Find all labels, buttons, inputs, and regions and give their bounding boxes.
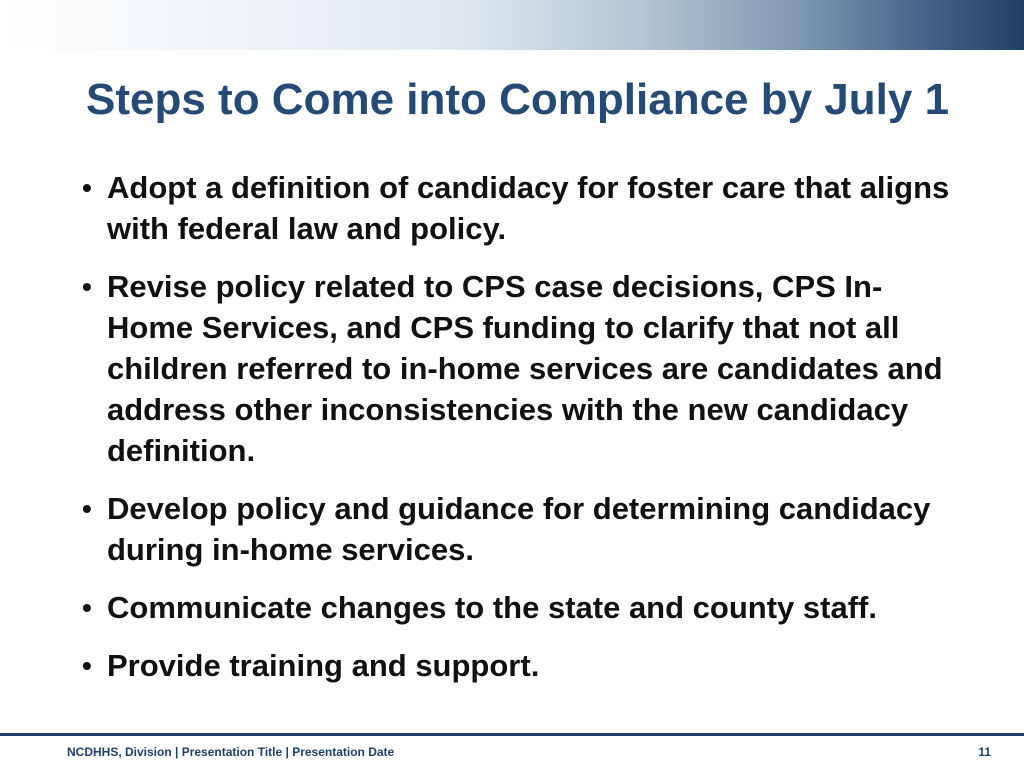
bullet-dot-icon: • bbox=[82, 172, 92, 203]
bullet-dot-icon: • bbox=[82, 592, 92, 623]
bullet-text: Adopt a definition of candidacy for foster care that aligns with federal law and policy. bbox=[107, 170, 950, 246]
footer-text: NCDHHS, Division | Presentation Title | Presentation Date bbox=[67, 745, 395, 759]
bullet-list bbox=[82, 167, 962, 703]
bullet-text: Provide training and support. bbox=[107, 648, 540, 683]
header-gradient-band bbox=[0, 0, 1024, 50]
bullet-item bbox=[82, 266, 962, 471]
footer-divider bbox=[0, 733, 1024, 736]
bullet-dot-icon: • bbox=[82, 271, 92, 302]
page-number: 11 bbox=[978, 745, 991, 759]
bullet-item bbox=[82, 488, 962, 570]
bullet-text: Revise policy related to CPS case decisions, CPS In-Home Services, and CPS funding to clarify that not all children referred to in-home services are candidates and address other inconsistencies with the new candidacy definition. bbox=[107, 269, 943, 468]
slide-title: Steps to Come into Compliance by July 1 bbox=[86, 75, 950, 124]
bullet-text: Develop policy and guidance for determining candidacy during in-home services. bbox=[107, 491, 931, 567]
bullet-dot-icon: • bbox=[82, 650, 92, 681]
bullet-dot-icon: • bbox=[82, 493, 92, 524]
bullet-text: Communicate changes to the state and county staff. bbox=[107, 590, 877, 625]
bullet-item bbox=[82, 645, 962, 686]
bullet-item bbox=[82, 167, 962, 249]
bullet-item bbox=[82, 587, 962, 628]
